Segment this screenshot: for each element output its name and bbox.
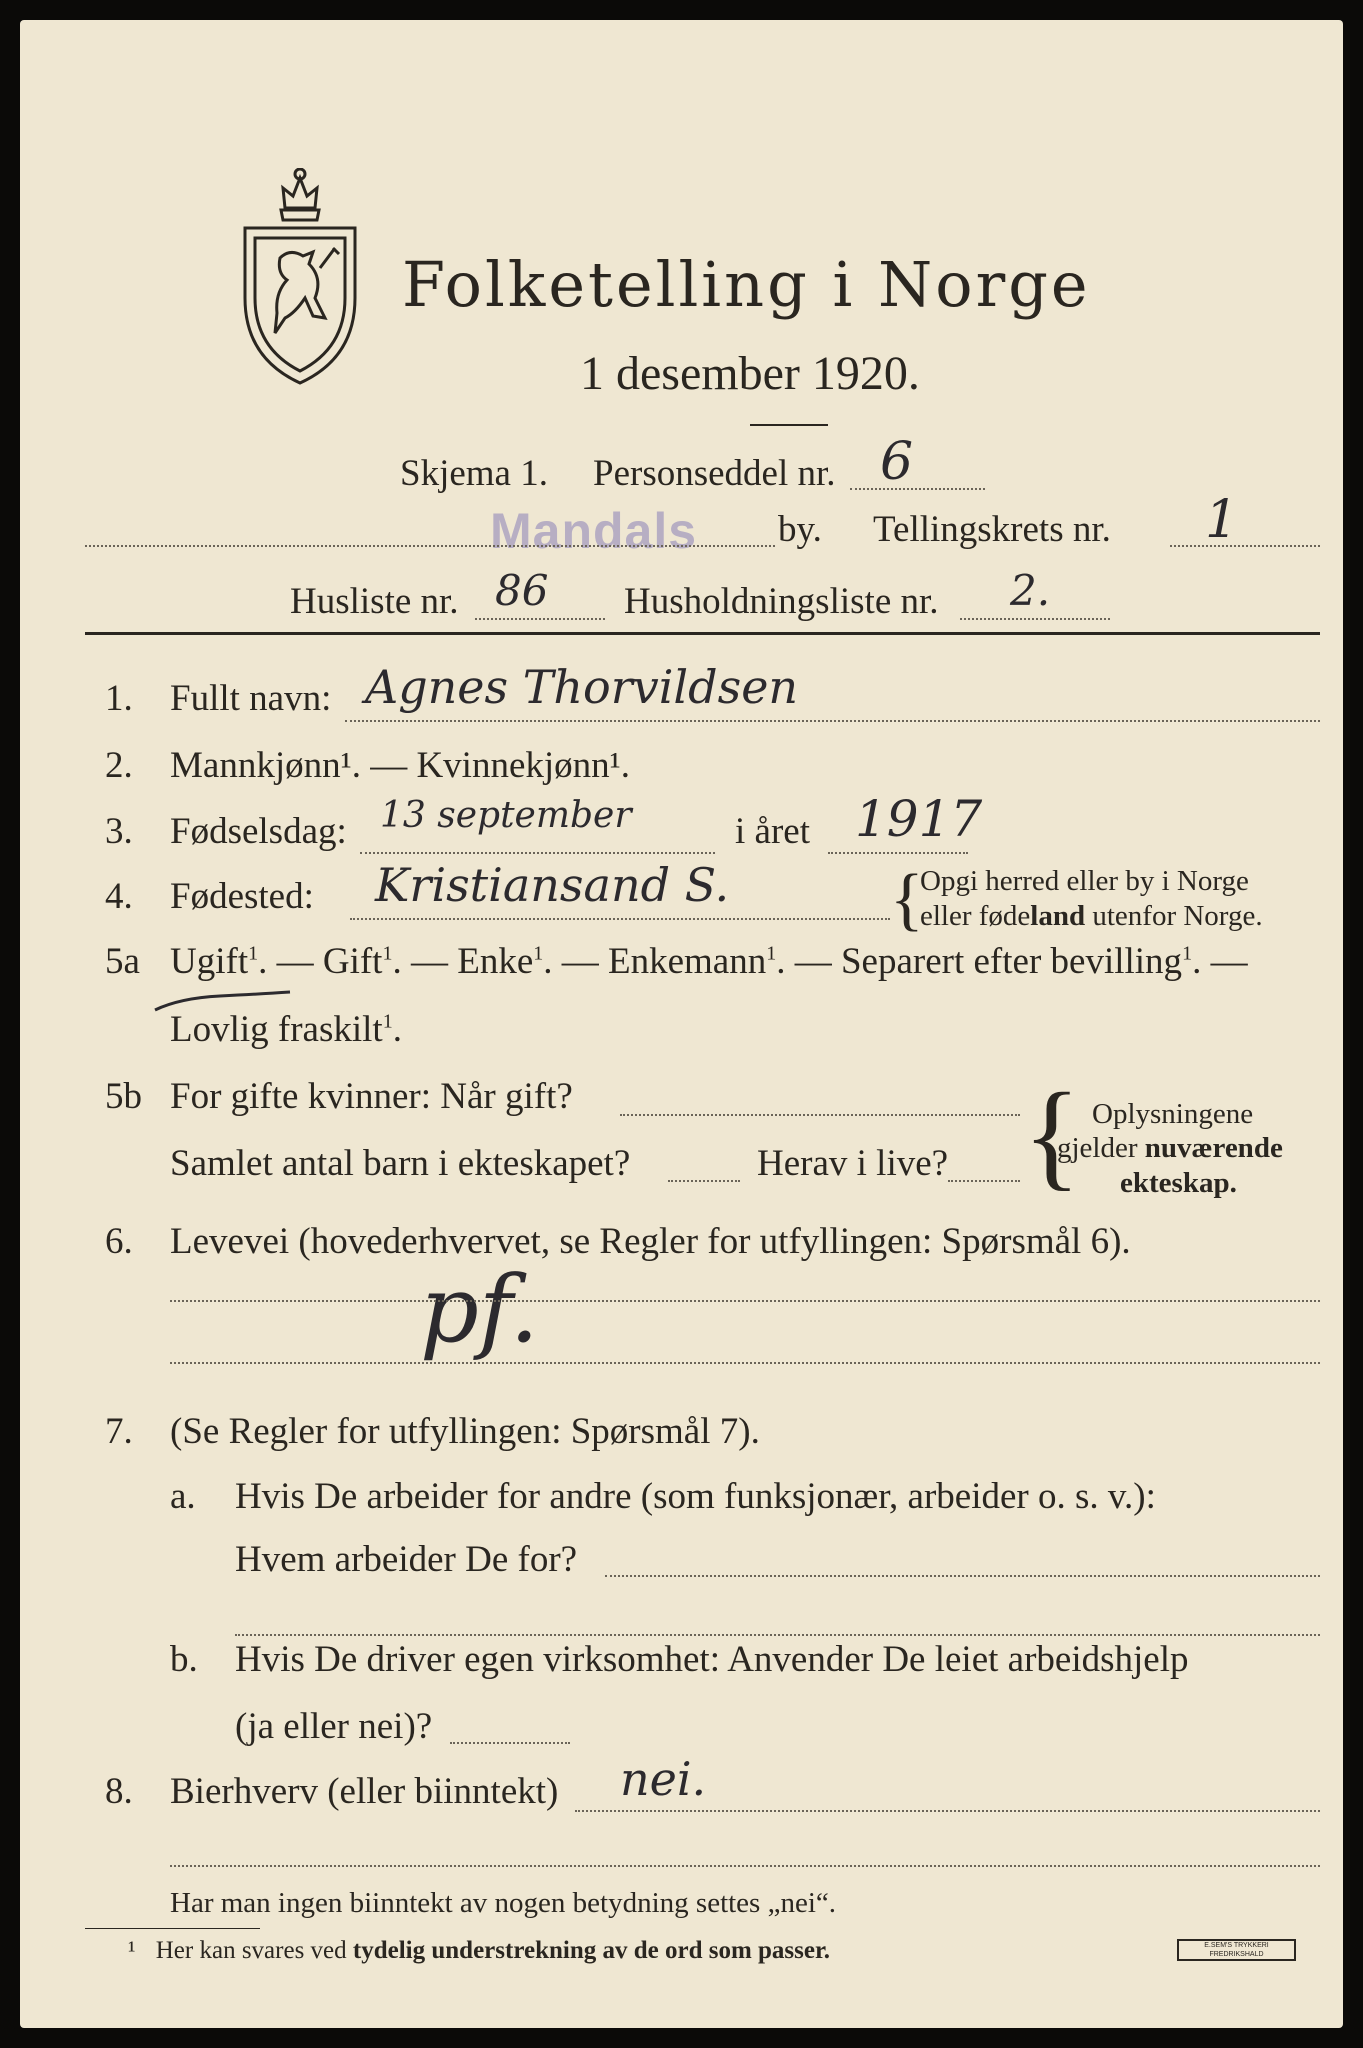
q4-note-a: eller føde <box>920 900 1031 932</box>
q5b-number: 5b <box>105 1076 142 1117</box>
q6-number: 6. <box>105 1221 133 1262</box>
q1-number: 1. <box>105 678 133 719</box>
q2-text: Mannkjønn¹. — Kvinnekjønn¹. <box>170 745 630 786</box>
husholdningsliste-value[interactable]: 2. <box>1010 566 1051 615</box>
q5b-note-line2 <box>1057 1132 1283 1165</box>
q5a-line1: Ugift$^1$. — Gift$^1$. — Enke$^1$. — Enkemann$^1$. — Separert efter bevilling$^1$. — <box>170 941 1248 982</box>
printer-mark: E.SEM'S TRYKKERI FREDRIKSHALD <box>1177 1939 1296 1961</box>
q5a-dash: . — <box>1192 941 1248 982</box>
q4-field <box>350 918 890 920</box>
q6-value[interactable]: pf. <box>420 1256 539 1363</box>
footnote-a: Her kan svares ved <box>155 1937 353 1964</box>
q4-note-c: utenfor Norge. <box>1085 900 1263 932</box>
q8-field-2 <box>170 1865 1320 1867</box>
q3-label: Fødselsdag: <box>170 811 347 852</box>
husliste-field <box>475 618 605 620</box>
q4-brace: { <box>890 861 924 938</box>
q4-note-line1: Opgi herred eller by i Norge <box>920 865 1249 897</box>
form-date: 1 desember 1920. <box>580 347 920 400</box>
option-separert[interactable]: . — Separert efter bevilling <box>776 941 1183 982</box>
q3-field <box>360 852 715 854</box>
q7a-line2: Hvem arbeider De for? <box>235 1539 578 1580</box>
form-title: Folketelling i Norge <box>402 248 1091 321</box>
q1-field <box>345 720 1320 722</box>
husholdningsliste-field <box>960 618 1110 620</box>
q5b-note-line3: ekteskap. <box>1120 1167 1237 1199</box>
husholdningsliste-label: Husholdningsliste nr. <box>624 581 939 622</box>
q7b-letter: b. <box>170 1639 198 1680</box>
q7-label: (Se Regler for utfyllingen: Spørsmål 7). <box>170 1411 760 1452</box>
q6-label: Levevei (hovederhvervet, se Regler for utfyllingen: Spørsmål 6). <box>170 1221 1131 1262</box>
q8-field-1 <box>575 1810 1320 1812</box>
personseddel-field <box>850 488 985 490</box>
q7a-field-2 <box>235 1634 1320 1636</box>
q4-note-line2 <box>920 900 1263 933</box>
q5b-note-b: nuværende <box>1144 1132 1283 1164</box>
footnote-b: tydelig understrekning av de ord som passer. <box>352 1937 831 1964</box>
q5b-married-field <box>620 1114 1020 1116</box>
header-rule <box>85 632 1320 635</box>
q8-value[interactable]: nei. <box>620 1752 707 1806</box>
q7a-line1: Hvis De arbeider for andre (som funksjonær, arbeider o. s. v.): <box>235 1476 1156 1517</box>
q1-value[interactable]: Agnes Thorvildsen <box>365 660 799 714</box>
title-divider <box>750 424 828 426</box>
q7b-field <box>450 1742 570 1744</box>
option-enkemann[interactable]: . — Enkemann <box>543 941 767 982</box>
skjema-label: Skjema 1. <box>400 453 548 494</box>
q5a-number: 5a <box>105 941 140 982</box>
q2-number: 2. <box>105 745 133 786</box>
q4-number: 4. <box>105 876 133 917</box>
option-lovlig-fraskilt[interactable]: Lovlig fraskilt <box>170 1009 383 1050</box>
footnote <box>128 1937 830 1965</box>
q3-year-label: i året <box>735 811 810 852</box>
q5a-end: . <box>392 1009 402 1050</box>
census-form <box>20 20 1343 2028</box>
q6-field-1 <box>170 1300 1320 1302</box>
tellingskrets-field <box>1170 545 1320 547</box>
tellingskrets-label: Tellingskrets nr. <box>873 509 1111 550</box>
q5b-line2b: Herav i live? <box>757 1143 949 1184</box>
stamp-mandals: Mandals <box>490 503 698 559</box>
q5b-alive-field <box>948 1180 1020 1182</box>
husliste-value[interactable]: 86 <box>495 566 549 615</box>
q7a-letter: a. <box>170 1476 196 1517</box>
q7-number: 7. <box>105 1411 133 1452</box>
q8-label: Bierhverv (eller biinntekt) <box>170 1771 559 1812</box>
personseddel-value[interactable]: 6 <box>880 432 914 492</box>
q3-year-field <box>828 852 968 854</box>
q5b-line1: For gifte kvinner: Når gift? <box>170 1076 573 1117</box>
option-ugift[interactable]: Ugift <box>170 941 249 982</box>
personseddel-label: Personseddel nr. <box>593 453 836 494</box>
q5b-children-field <box>668 1180 740 1182</box>
option-enke[interactable]: . — Enke <box>392 941 534 982</box>
by-field <box>85 545 775 547</box>
q7b-line2: (ja eller nei)? <box>235 1706 433 1747</box>
footer-note: Har man ingen biinntekt av nogen betydning settes „nei“. <box>170 1887 837 1919</box>
q3-value[interactable]: 13 september <box>380 795 632 836</box>
q8-number: 8. <box>105 1771 133 1812</box>
q7a-field-1 <box>605 1575 1320 1577</box>
option-gift[interactable]: . — Gift <box>258 941 383 982</box>
q4-value[interactable]: Kristiansand S. <box>375 858 730 912</box>
q5a-line2: Lovlig fraskilt$^1$. <box>170 1009 402 1050</box>
q5b-brace: { <box>1023 1068 1081 1201</box>
q6-field-2 <box>170 1362 1320 1364</box>
norwegian-coat-of-arms-icon <box>235 168 365 388</box>
q5b-note-line1: Oplysningene <box>1092 1098 1254 1130</box>
q3-number: 3. <box>105 811 133 852</box>
q3-year-value[interactable]: 1917 <box>855 790 983 848</box>
q7b-line1: Hvis De driver egen virksomhet: Anvender De leiet arbeidshjelp <box>235 1639 1189 1680</box>
q4-label: Fødested: <box>170 876 314 917</box>
footnote-mark: ¹ <box>128 1937 136 1964</box>
q1-label: Fullt navn: <box>170 678 332 719</box>
footnote-rule <box>85 1928 260 1929</box>
husliste-label: Husliste nr. <box>290 581 459 622</box>
tellingskrets-value[interactable]: 1 <box>1205 490 1239 550</box>
q4-note-b: land <box>1030 900 1086 932</box>
q5b-note-a: gjelder <box>1057 1132 1145 1164</box>
by-label: by. <box>778 509 822 550</box>
q5b-line2: Samlet antal barn i ekteskapet? <box>170 1143 631 1184</box>
